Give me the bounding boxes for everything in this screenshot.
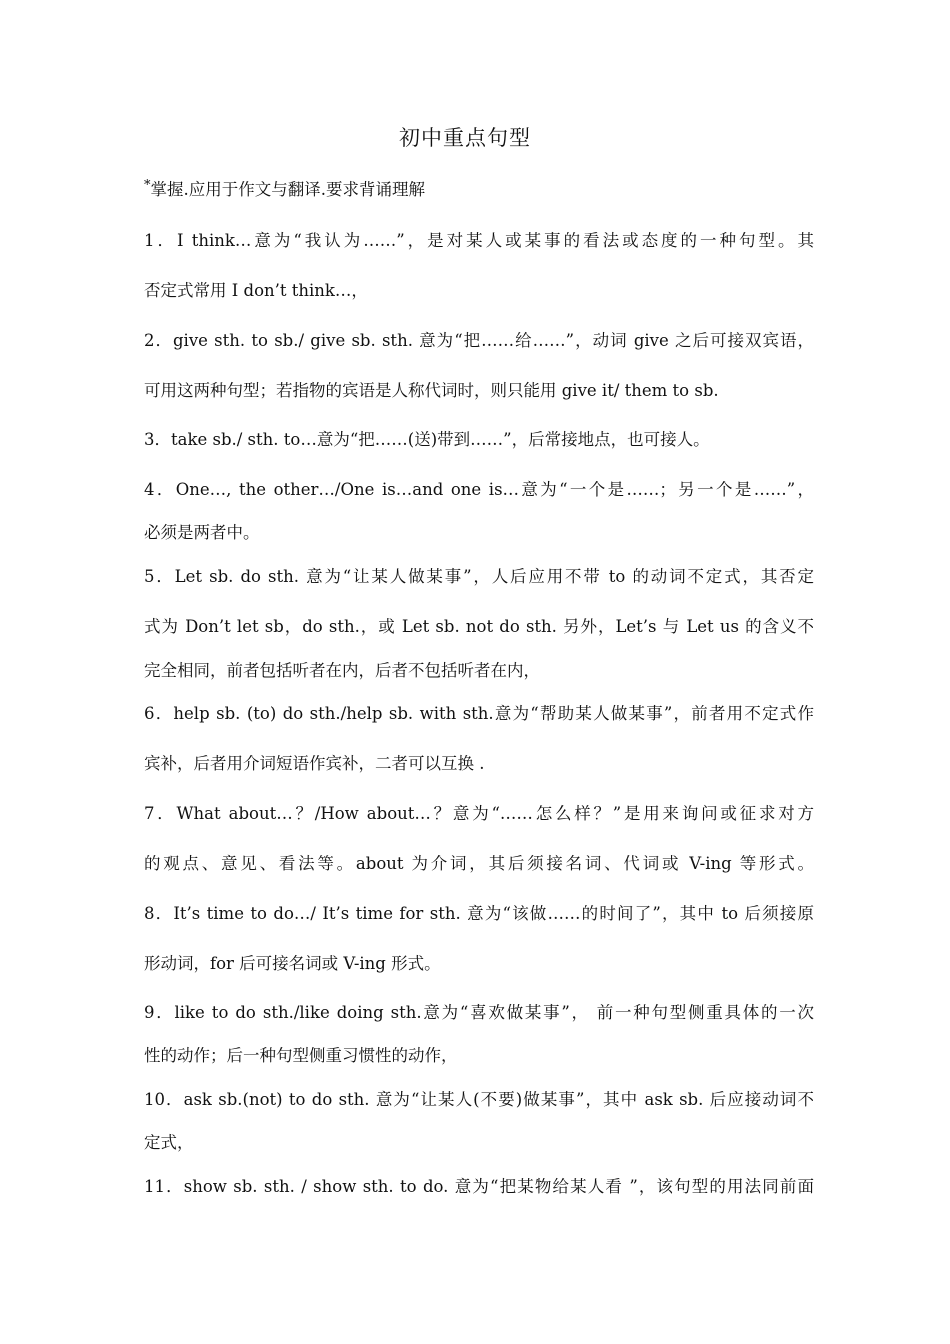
document-title: 初中重点句型 [399, 126, 531, 150]
intro-note [144, 176, 425, 200]
text-line-21: 11．show sb. sth. / show sth. to do. 意为“把某物给某人看 ”，该句型的用法同前面 [144, 1177, 814, 1196]
text-line-1: 1．I think…意为“我认为……”，是对某人或某事的看法或态度的一种句型。其 [144, 231, 814, 250]
text-line-17: 9．like to do sth./like doing sth.意为“喜欢做某事”， 前一种句型侧重具体的一次 [144, 1003, 814, 1022]
text-line-16: 形动词，for 后可接名词或 V-ing 形式。 [144, 954, 441, 973]
text-line-15: 8．It’s time to do…/ It’s time for sth. 意为“该做……的时间了”，其中 to 后须接原 [144, 904, 814, 923]
text-line-10: 完全相同，前者包括听者在内，后者不包括听者在内， [144, 661, 540, 680]
text-line-6: 4．One…, the other…/One is…and one is…意为“一个是……；另一个是……”， [144, 480, 814, 499]
text-line-11: 6．help sb. (to) do sth./help sb. with sth.意为“帮助某人做某事”，前者用不定式作 [144, 704, 814, 723]
text-line-13: 7．What about…？/How about…？意为“……怎么样？”是用来询问或征求对方 [144, 804, 814, 823]
text-line-3: 2．give sth. to sb./ give sb. sth. 意为“把……给……”，动词 give 之后可接双宾语， [144, 331, 814, 350]
text-line-14: 的观点、意见、看法等。about 为介词，其后须接名词、代词或 V-ing 等形式。 [144, 854, 814, 873]
text-line-20: 定式， [144, 1133, 194, 1152]
text-line-8: 5．Let sb. do sth. 意为“让某人做某事”，人后应用不带 to 的动词不定式，其否定 [144, 567, 814, 586]
text-line-18: 性的动作；后一种句型侧重习惯性的动作， [144, 1046, 458, 1065]
intro-text: 掌握.应用于作文与翻译.要求背诵理解 [150, 180, 425, 199]
text-line-19: 10．ask sb.(not) to do sth. 意为“让某人(不要)做某事”，其中 ask sb. 后应接动词不 [144, 1090, 814, 1109]
text-line-9: 式为 Don’t let sb，do sth.，或 Let sb. not do sth. 另外，Let’s 与 Let us 的含义不 [144, 617, 814, 636]
text-line-7: 必须是两者中。 [144, 523, 260, 542]
text-line-4: 可用这两种句型；若指物的宾语是人称代词时，则只能用 give it/ them to sb. [144, 381, 719, 400]
text-line-5: 3．take sb./ sth. to…意为“把……(送)带到……”，后常接地点，也可接人。 [144, 430, 710, 449]
text-line-12: 宾补，后者用介词短语作宾补，二者可以互换 . [144, 754, 485, 773]
text-line-2: 否定式常用 I don’t think…， [144, 281, 368, 300]
intro-asterisk: * [144, 178, 151, 193]
